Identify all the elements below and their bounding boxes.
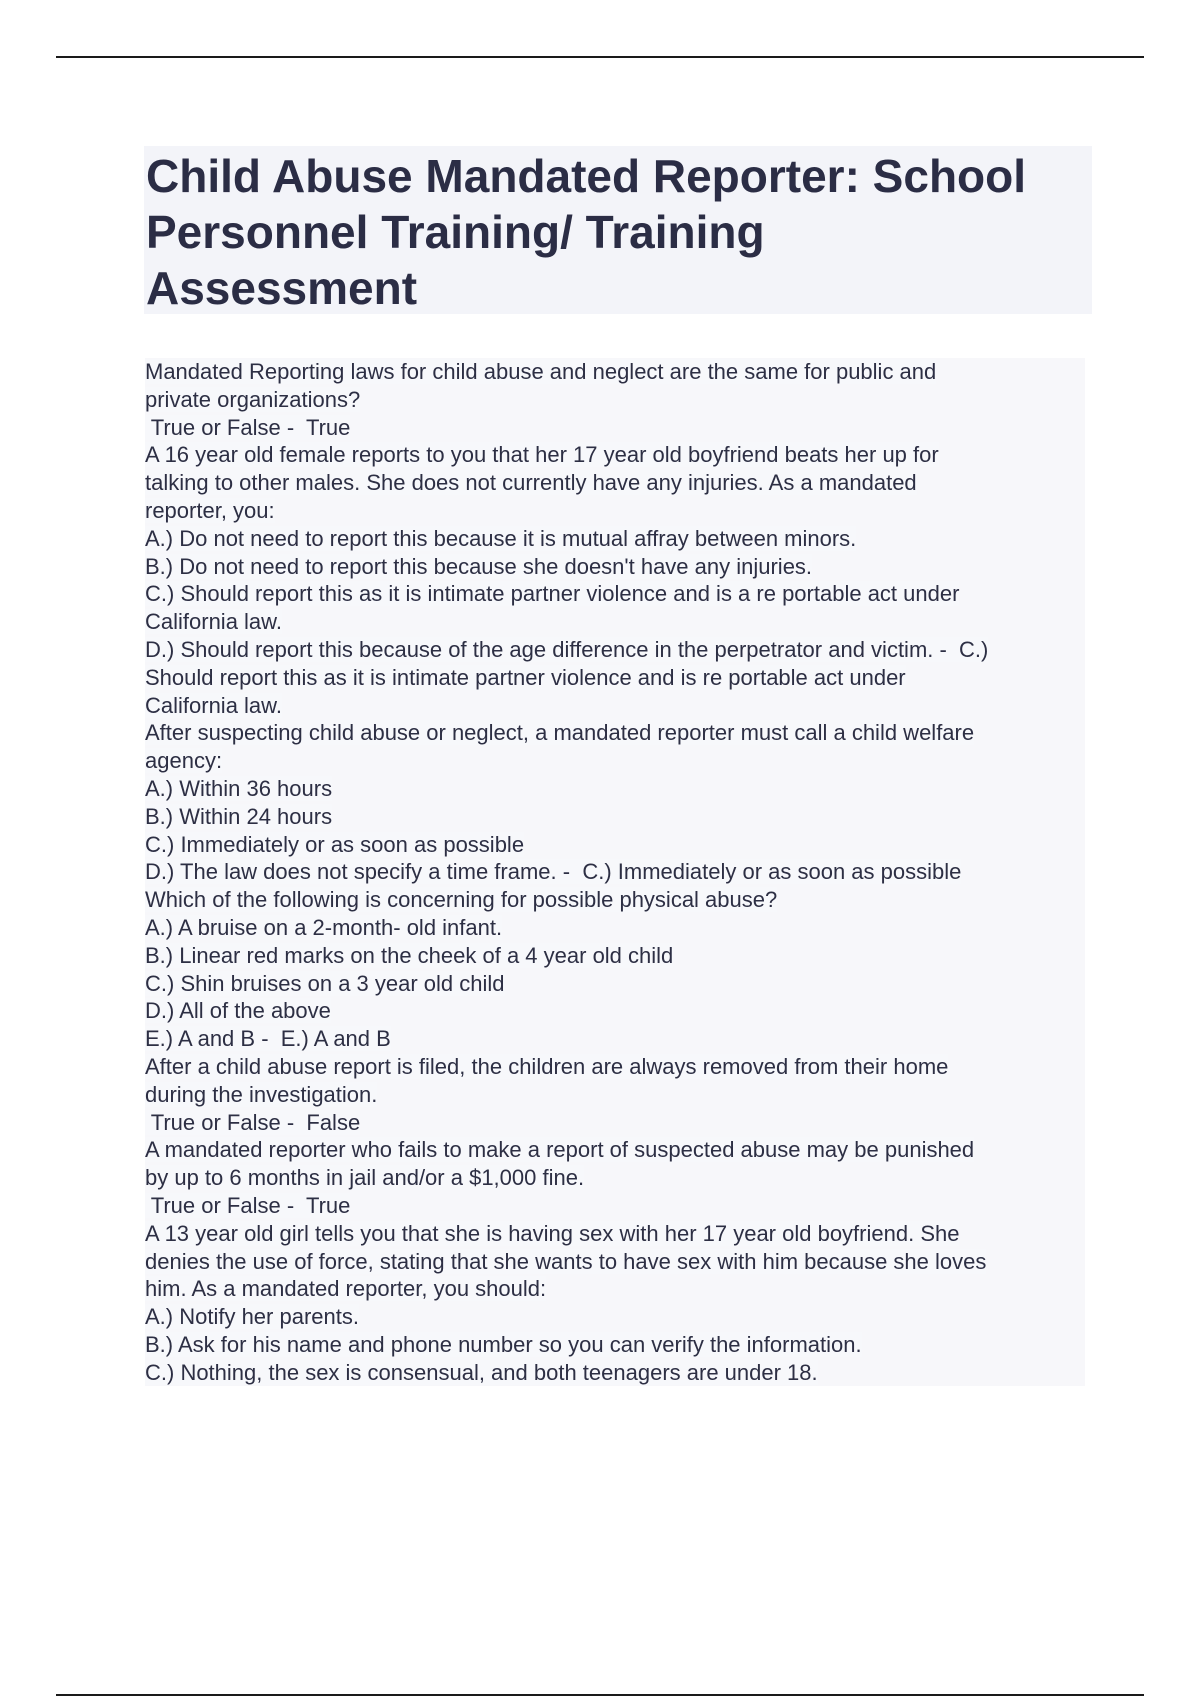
- body-line-text: Which of the following is concerning for possible physical abuse?: [145, 887, 778, 913]
- body-line-text: Should report this as it is intimate partner violence and is re portable act under: [145, 664, 906, 690]
- answer-line: [145, 1192, 1085, 1220]
- body-line-text: A mandated reporter who fails to make a report of suspected abuse may be punished: [145, 1137, 975, 1163]
- option-line: [145, 553, 1085, 581]
- title-line: Assessment: [146, 262, 418, 314]
- body-line: [145, 497, 1085, 525]
- body-line-text: A.) A bruise on a 2-month- old infant.: [145, 914, 503, 940]
- option-line: [145, 970, 1085, 998]
- body-line-text: E.) A and B - E.) A and B: [145, 1026, 391, 1052]
- option-line: [145, 608, 1085, 636]
- option-line: [145, 997, 1085, 1025]
- option-line: [145, 1303, 1085, 1331]
- body-line-text: agency:: [145, 748, 223, 774]
- body-line-text: reporter, you:: [145, 497, 275, 523]
- body-line-text: C.) Shin bruises on a 3 year old child: [145, 970, 505, 996]
- option-line: [145, 914, 1085, 942]
- body-line: [145, 386, 1085, 414]
- bottom-divider: [56, 1694, 1144, 1696]
- option-line: [145, 858, 1085, 886]
- option-line: [145, 580, 1085, 608]
- title-line: Child Abuse Mandated Reporter: School: [146, 150, 1027, 202]
- body-line-text: C.) Should report this as it is intimate partner violence and is a re portable act under: [145, 581, 960, 607]
- body-line-text: private organizations?: [145, 386, 361, 412]
- option-line: [145, 1025, 1085, 1053]
- body-line-text: denies the use of force, stating that she wants to have sex with him because she loves: [145, 1248, 987, 1274]
- body-line: [145, 886, 1085, 914]
- body-line-text: A.) Within 36 hours: [145, 775, 333, 801]
- option-line: [145, 831, 1085, 859]
- body-line: [145, 1164, 1085, 1192]
- option-line: [145, 942, 1085, 970]
- body-line-text: A 13 year old girl tells you that she is having sex with her 17 year old boyfriend. She: [145, 1220, 960, 1246]
- answer-line: [145, 1109, 1085, 1137]
- body-line-text: D.) The law does not specify a time frame. - C.) Immediately or as soon as possible: [145, 859, 962, 885]
- body-line-text: True or False - True: [145, 414, 351, 440]
- answer-line: [145, 692, 1085, 720]
- option-line: [145, 525, 1085, 553]
- body-line-text: After a child abuse report is filed, the children are always removed from their home: [145, 1053, 949, 1079]
- document-title: [146, 148, 1086, 316]
- qa-body: [145, 358, 1085, 1386]
- option-line: [145, 1359, 1085, 1387]
- body-line-text: A.) Notify her parents.: [145, 1304, 359, 1330]
- body-line: [145, 719, 1085, 747]
- body-line-text: D.) Should report this because of the age difference in the perpetrator and victim. - C.): [145, 636, 989, 662]
- body-line-text: True or False - False: [145, 1109, 361, 1135]
- body-line-text: After suspecting child abuse or neglect, a mandated reporter must call a child welfare: [145, 720, 975, 746]
- option-line: [145, 803, 1085, 831]
- body-line: [145, 747, 1085, 775]
- body-line: [145, 441, 1085, 469]
- option-line: [145, 1331, 1085, 1359]
- body-line-text: B.) Linear red marks on the cheek of a 4 year old child: [145, 942, 674, 968]
- body-line: [145, 1081, 1085, 1109]
- body-line-text: by up to 6 months in jail and/or a $1,000 fine.: [145, 1165, 585, 1191]
- option-line: [145, 775, 1085, 803]
- body-line-text: A 16 year old female reports to you that her 17 year old boyfriend beats her up for: [145, 442, 939, 468]
- body-line-text: talking to other males. She does not currently have any injuries. As a mandated: [145, 470, 917, 496]
- body-line-text: A.) Do not need to report this because it is mutual affray between minors.: [145, 525, 857, 551]
- title-line: Personnel Training/ Training: [146, 206, 765, 258]
- body-line-text: C.) Nothing, the sex is consensual, and both teenagers are under 18.: [145, 1359, 818, 1385]
- top-divider: [56, 56, 1144, 58]
- body-line-text: B.) Do not need to report this because she doesn't have any injuries.: [145, 553, 813, 579]
- option-line: [145, 636, 1085, 664]
- body-line-text: True or False - True: [145, 1192, 351, 1218]
- body-line: [145, 1053, 1085, 1081]
- body-line-text: him. As a mandated reporter, you should:: [145, 1276, 547, 1302]
- body-line-text: B.) Within 24 hours: [145, 803, 333, 829]
- body-line: [145, 1136, 1085, 1164]
- body-line: [145, 358, 1085, 386]
- body-line: [145, 1248, 1085, 1276]
- body-line-text: D.) All of the above: [145, 998, 331, 1024]
- body-line-text: B.) Ask for his name and phone number so you can verify the information.: [145, 1331, 862, 1357]
- body-line: [145, 1275, 1085, 1303]
- body-line: [145, 469, 1085, 497]
- body-line-text: during the investigation.: [145, 1081, 378, 1107]
- answer-line: [145, 414, 1085, 442]
- body-line-text: C.) Immediately or as soon as possible: [145, 831, 525, 857]
- body-line-text: Mandated Reporting laws for child abuse and neglect are the same for public and: [145, 359, 937, 384]
- body-line-text: California law.: [145, 609, 282, 635]
- body-line-text: California law.: [145, 692, 282, 718]
- body-line: [145, 1220, 1085, 1248]
- answer-line: [145, 664, 1085, 692]
